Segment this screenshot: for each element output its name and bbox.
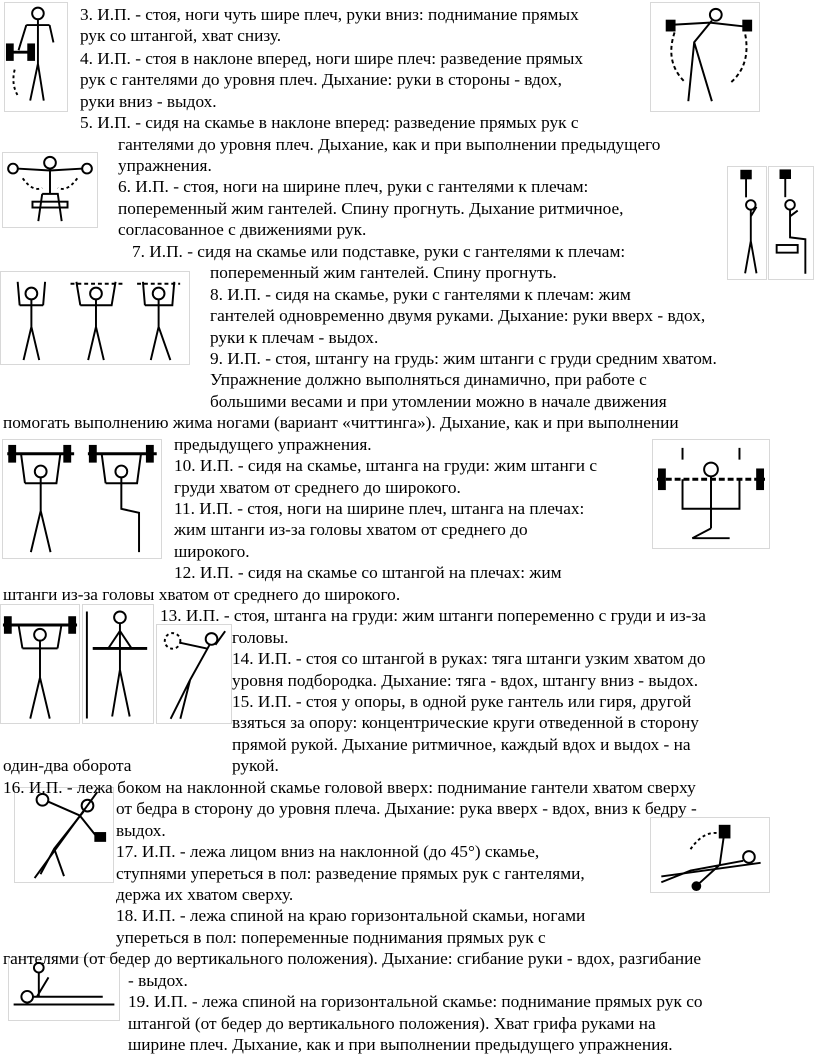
text-line: рукой.: [232, 756, 279, 776]
text-line: 4. И.П. - стоя в наклоне вперед, ноги шире плеч: разведение прямых: [80, 48, 584, 68]
text-line: попеременный жим гантелей. Спину прогнуть. Дыхание ритмичное,: [118, 198, 624, 218]
figure-standing-press-illustration: [727, 166, 767, 280]
text-line: головы.: [232, 627, 289, 647]
text-line: жим штанги из-за головы хватом от среднего до: [174, 520, 528, 540]
text-line: гантелями (от бедер до вертикального положения). Дыхание: сгибание руки - вдох, разгибание: [3, 949, 702, 969]
figure-prone-fly-illustration: [650, 817, 770, 893]
figure-seated-press-illustration: [768, 166, 814, 280]
figure-seated-raise-drawing: [3, 153, 97, 227]
figure-behind-neck-press-illustration: [652, 439, 770, 549]
text-line: один-два оборота: [3, 756, 132, 776]
figure-alternating-press-drawing: [1, 605, 79, 723]
text-line: 8. И.П. - сидя на скамье, руки с гантелями к плечам: жим: [210, 284, 631, 304]
figure-seated-press-drawing: [769, 167, 813, 279]
figure-curl-illustration: [4, 2, 68, 112]
figure-barbell-press-illustration: [2, 439, 162, 559]
figure-bent-raise-illustration: [650, 2, 760, 112]
text-line: ширине плеч. Дыхание, как и при выполнении предыдущего упражнения.: [128, 1035, 673, 1054]
text-line: держа их хватом сверху.: [116, 884, 294, 904]
text-line: уровня подбородка. Дыхание: тяга - вдох, штангу вниз - выдох.: [232, 670, 699, 690]
figure-arm-circles-illustration: [156, 624, 232, 724]
text-line: 5. И.П. - сидя на скамье в наклоне вперед: разведение прямых рук с: [80, 113, 579, 133]
text-line: 9. И.П. - стоя, штангу на грудь: жим штанги с груди средним хватом.: [210, 348, 717, 368]
text-line: рук со штангой, хват снизу.: [80, 26, 282, 46]
text-line: широкого.: [174, 541, 250, 561]
text-line: груди хватом от среднего до широкого.: [174, 477, 461, 497]
text-line: 16. И.П. - лежа боком на наклонной скамье головой вверх: поднимание гантели хватом сверху: [3, 777, 696, 797]
text-line: ступнями упереться в пол: разведение прямых рук с гантелями,: [116, 863, 585, 883]
figure-double-press-illustration: [0, 271, 190, 365]
figure-incline-side-raise-illustration: [14, 787, 114, 883]
text-line: - выдох.: [128, 970, 188, 990]
text-line: гантелями до уровня плеч. Дыхание, как и при выполнении предыдущего: [118, 134, 661, 154]
figure-behind-neck-press-drawing: [653, 440, 769, 548]
text-line: помогать выполнению жима ногами (вариант «читтинга»). Дыхание, как и при выполнении: [3, 413, 679, 433]
text-line: согласованное с движениями рук.: [118, 220, 367, 240]
text-line: прямой рукой. Дыхание ритмичное, каждый вдох и выдох - на: [232, 734, 691, 754]
figure-alternating-press-illustration: [0, 604, 80, 724]
text-line: 7. И.П. - сидя на скамье или подставке, руки с гантелями к плечам:: [132, 241, 626, 261]
text-line: 19. И.П. - лежа спиной на горизонтальной скамье: поднимание прямых рук со: [128, 992, 703, 1012]
text-line: штангой (от бедер до вертикального положения). Хват грифа руками на: [128, 1013, 656, 1033]
text-line: 11. И.П. - стоя, ноги на ширине плеч, штанга на плечах:: [174, 499, 585, 518]
text-line: упереться в пол: попеременные поднимания прямых рук с: [116, 927, 546, 947]
figure-prone-fly-drawing: [651, 818, 769, 892]
figure-upright-row-drawing: [83, 605, 153, 723]
text-line: штанги из-за головы хватом от среднего до широкого.: [3, 584, 401, 604]
text-line: 17. И.П. - лежа лицом вниз на наклонной (до 45°) скамье,: [116, 842, 540, 861]
figure-seated-raise-illustration: [2, 152, 98, 228]
figure-double-press-drawing: [1, 272, 189, 364]
text-line: от бедра в сторону до уровня плеча. Дыхание: рука вверх - вдох, вниз к бедру -: [116, 799, 697, 819]
text-line: руки вниз - выдох.: [80, 91, 217, 111]
figure-upright-row-illustration: [82, 604, 154, 724]
figure-standing-press-drawing: [728, 167, 766, 279]
text-line: 6. И.П. - стоя, ноги на ширине плеч, руки с гантелями к плечам:: [118, 177, 589, 197]
text-line: 10. И.П. - сидя на скамье, штанга на груди: жим штанги с: [174, 456, 598, 476]
figure-arm-circles-drawing: [157, 625, 231, 723]
figure-incline-side-raise-drawing: [15, 788, 113, 882]
text-line: упражнения.: [118, 156, 212, 175]
text-line: большими весами и при утомлении можно в начале движения: [210, 391, 667, 411]
text-line: 15. И.П. - стоя у опоры, в одной руке гантель или гиря, другой: [232, 692, 692, 711]
text-line: Упражнение должно выполняться динамично, при работе с: [210, 370, 647, 390]
figure-bent-raise-drawing: [651, 3, 759, 111]
text-line: рук с гантелями до уровня плеч. Дыхание: руки в стороны - вдох,: [80, 70, 562, 90]
text-line: 13. И.П. - стоя, штанга на груди: жим штанги попеременно с груди и из-за: [160, 606, 706, 626]
figure-barbell-press-drawing: [3, 440, 161, 558]
text-line: 18. И.П. - лежа спиной на краю горизонтальной скамьи, ногами: [116, 906, 586, 926]
text-line: предыдущего упражнения.: [174, 434, 372, 454]
text-line: 12. И.П. - сидя на скамье со штангой на плечах: жим: [174, 563, 562, 583]
text-line: попеременный жим гантелей. Спину прогнуть.: [210, 263, 557, 283]
text-line: руки к плечам - выдох.: [210, 327, 379, 347]
text-line: 3. И.П. - стоя, ноги чуть шире плеч, руки вниз: поднимание прямых: [80, 4, 579, 24]
text-line: выдох.: [116, 820, 166, 840]
text-line: 14. И.П. - стоя со штангой в руках: тяга штанги узким хватом до: [232, 649, 706, 669]
figure-curl-drawing: [5, 3, 67, 111]
text-line: гантелей одновременно двумя руками. Дыхание: руки вверх - вдох,: [210, 306, 706, 325]
text-line: взяться за опору: концентрические круги отведенной в сторону: [232, 713, 699, 733]
